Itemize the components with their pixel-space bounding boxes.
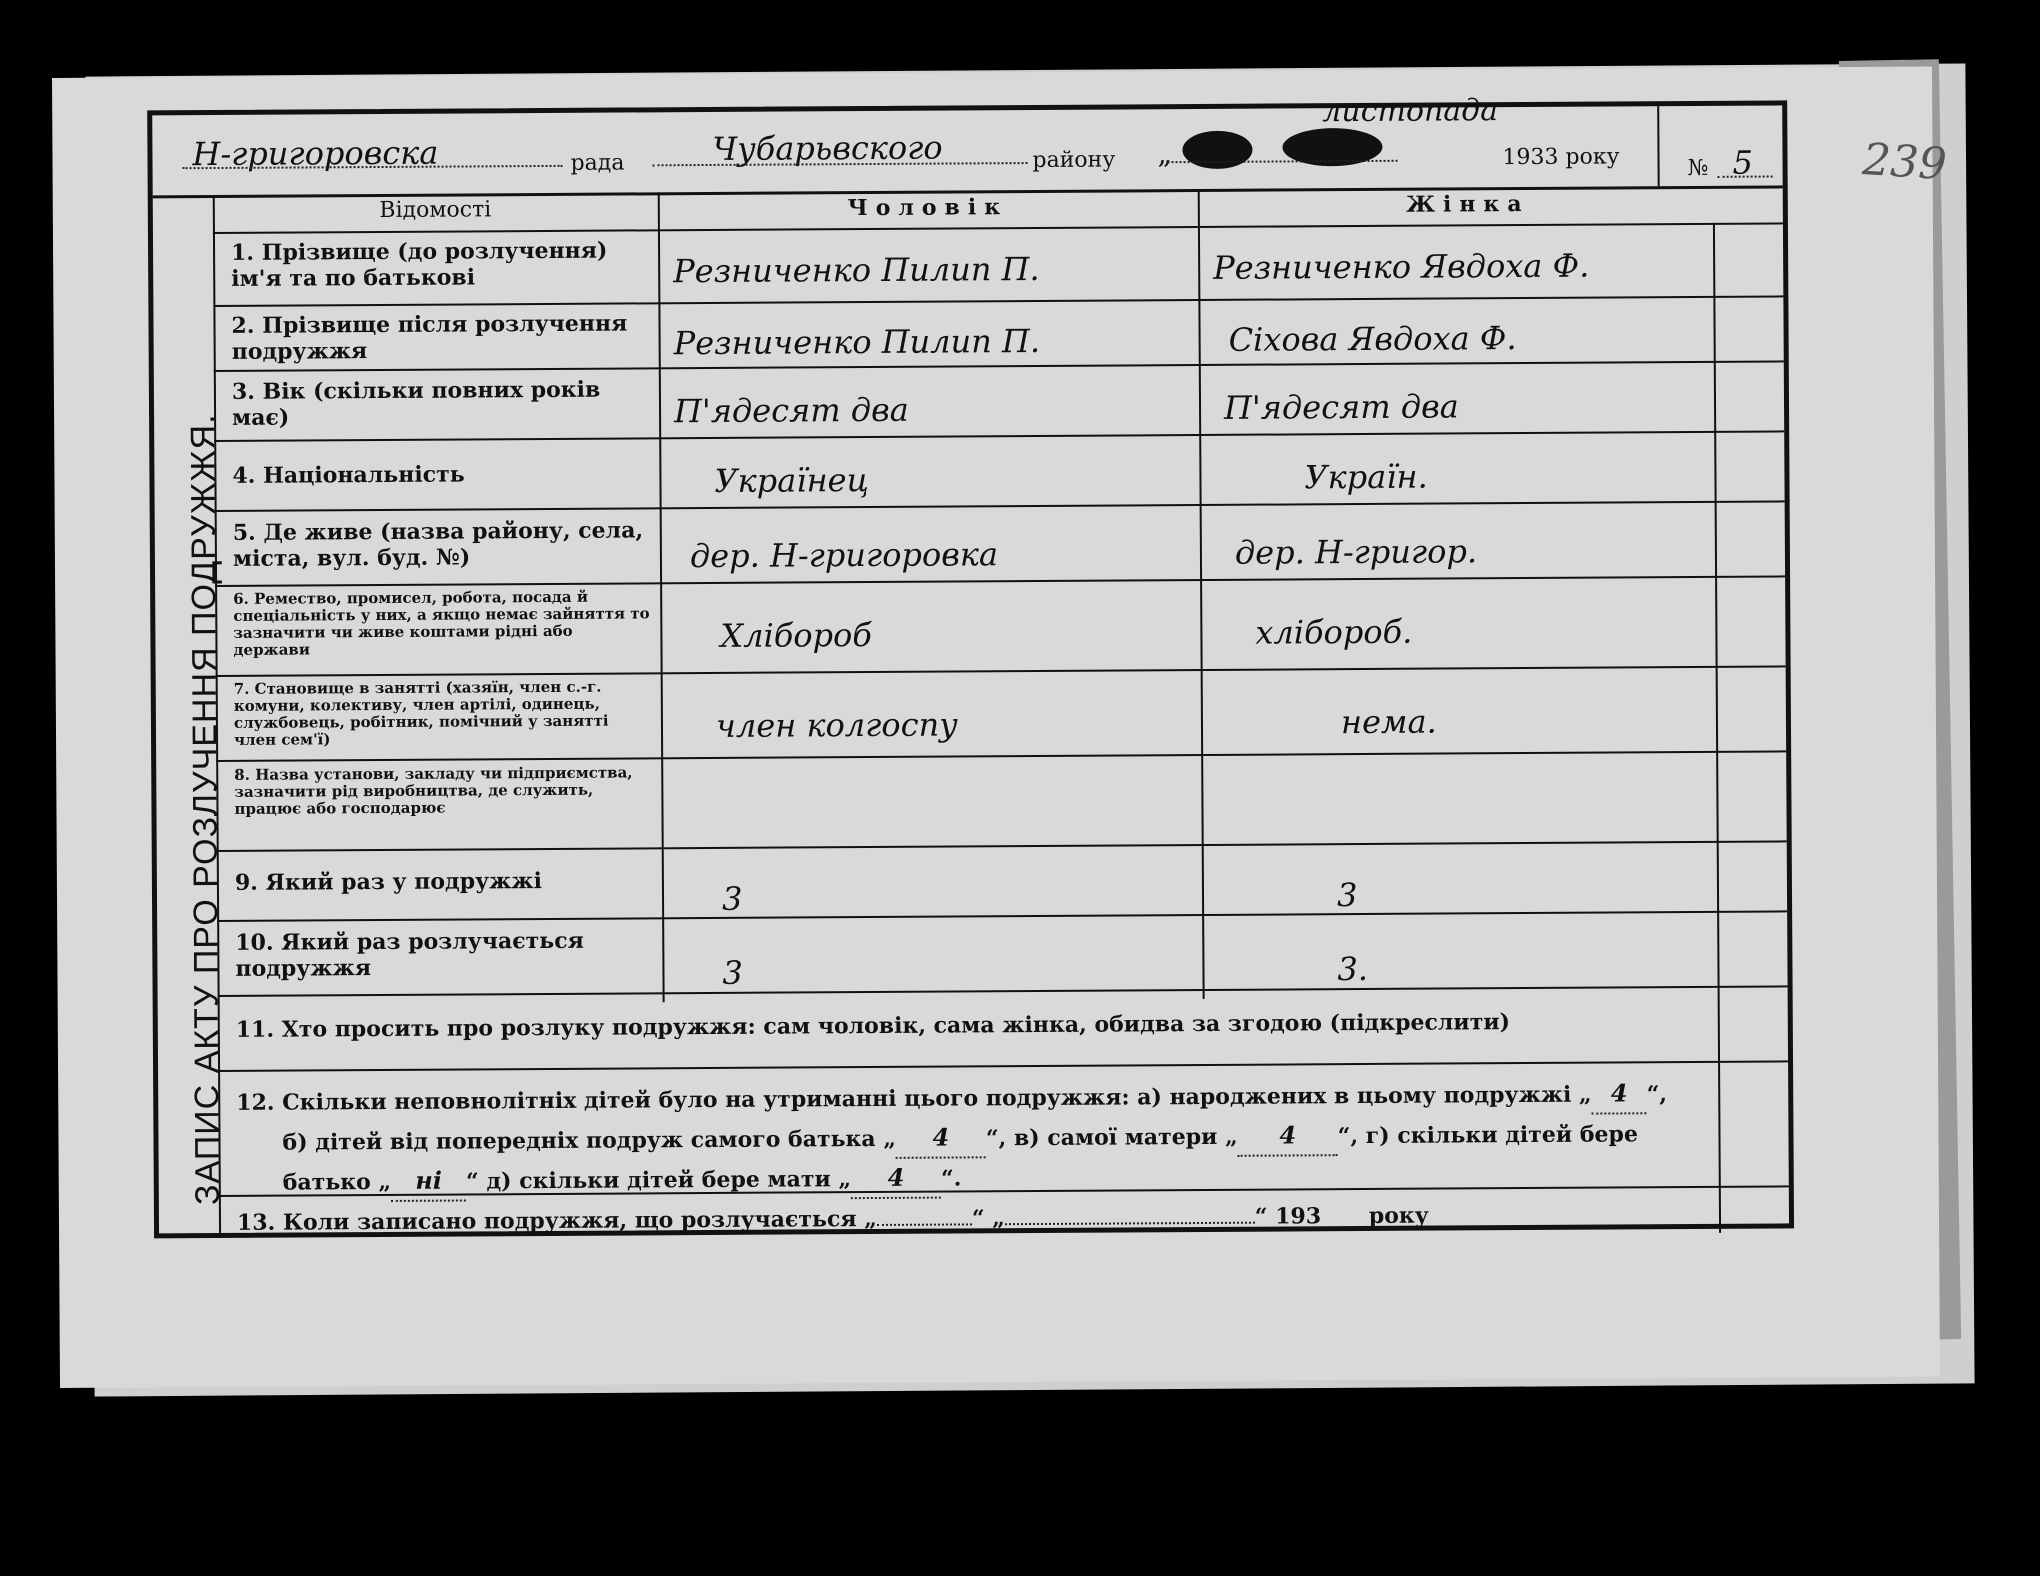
row-line-11 bbox=[218, 1060, 1788, 1072]
row-2-label bbox=[231, 310, 651, 365]
row-13-month-dots bbox=[1005, 1222, 1255, 1226]
row-3-number: 3. bbox=[231, 378, 255, 405]
form-frame bbox=[147, 93, 1794, 1238]
row-10-text: Який раз розлучається подружжя bbox=[235, 927, 584, 982]
husband-surname-after: Резниченко Пилип П. bbox=[673, 321, 1041, 363]
wife-surname-before: Резниченко Явдоха Ф. bbox=[1213, 246, 1590, 287]
row-8-text: Назва установи, закладу чи підприємства, зазначити рід виробництва, де служить, працює або господарює bbox=[234, 763, 633, 818]
row-6-label bbox=[233, 588, 653, 659]
row-12-text-c: “, в) самої матери „ bbox=[985, 1123, 1238, 1152]
row-line-8 bbox=[217, 840, 1787, 852]
side-title: ЗАПИС АКТУ ПРО РОЗЛУЧЕННЯ ПОДРУЖЖЯ. bbox=[184, 413, 227, 1206]
row-13-text: 13. Коли записано подружжя, що розлучається „ bbox=[236, 1205, 878, 1236]
wife-surname-after: Сіхова Явдоха Ф. bbox=[1228, 319, 1517, 359]
row-9-label bbox=[235, 867, 655, 896]
husband-marriage-count: 3 bbox=[721, 879, 743, 918]
row-1-number: 1. bbox=[230, 239, 255, 266]
row-line-9 bbox=[217, 910, 1787, 922]
row-12-text-d: “, г) скільки дітей бере bbox=[1337, 1121, 1638, 1150]
row-13-day-dots bbox=[877, 1223, 972, 1226]
row-8-label bbox=[234, 764, 654, 818]
row-line-4 bbox=[215, 500, 1785, 512]
row-12-line-3 bbox=[237, 1154, 1717, 1203]
row-line-3 bbox=[214, 430, 1784, 442]
row-13-end: “ 193 bbox=[1254, 1203, 1322, 1230]
row-1-text: Прізвище (до розлучення) ім'я та по батькові bbox=[231, 237, 608, 292]
row-6-text: Ремество, промисел, робота, посада й спеціальність у них, а якщо немає зайняття то зазначити чи живе коштами рідні або держави bbox=[233, 587, 650, 659]
date-dotline bbox=[1168, 160, 1398, 163]
husband-status: член колгоспу bbox=[715, 705, 958, 745]
row-2-number: 2. bbox=[231, 312, 255, 339]
row-12-e-value: 4 bbox=[851, 1159, 941, 1200]
row-5-number: 5. bbox=[232, 519, 256, 546]
wife-nationality: Україн. bbox=[1304, 457, 1428, 497]
husband-occupation: Хлібороб bbox=[720, 616, 873, 655]
col-line-2 bbox=[1198, 189, 1205, 999]
row-2-text: Прізвище після розлучення подружжя bbox=[231, 310, 628, 365]
col-header-info: Відомості bbox=[379, 197, 492, 224]
row-line-10 bbox=[218, 985, 1788, 997]
col-header-husband: Чоловік bbox=[847, 194, 1009, 222]
number-value: 5 bbox=[1732, 143, 1754, 182]
row-13-year: року bbox=[1368, 1202, 1429, 1229]
document-sheet bbox=[52, 67, 1949, 1388]
husband-divorce-count: 3 bbox=[722, 953, 743, 992]
row-7-number: 7. bbox=[233, 679, 250, 698]
row-12-text-a: 12. Скільки неповнолітніх дітей було на утриманні цього подружжя: а) народжених в цьому подружжі „ bbox=[236, 1081, 1592, 1116]
month-value: листопада bbox=[1322, 93, 1499, 130]
form-header bbox=[152, 93, 1782, 198]
row-12-text-f: “ д) скільки дітей бере мати „ bbox=[466, 1166, 852, 1195]
row-3-label bbox=[232, 376, 652, 431]
row-3-text: Вік (скільки повних років має) bbox=[232, 376, 601, 431]
husband-age: П'ядесят два bbox=[673, 390, 909, 431]
row-11-petitioner: 11. Хто просить про розлуку подружжя: сам чоловік, сама жінка, обидва за згодою (підкреслити) bbox=[235, 1009, 1511, 1043]
rayon-value: Чубарьвского bbox=[712, 128, 943, 168]
husband-surname-before: Резниченко Пилип П. bbox=[673, 249, 1040, 291]
row-line-6 bbox=[216, 665, 1786, 677]
row-4-label bbox=[232, 460, 652, 489]
row-8-number: 8. bbox=[234, 765, 250, 784]
row-5-text: Де живе (назва району, села, міста, вул. буд. №) bbox=[232, 517, 644, 572]
wife-age: П'ядесят два bbox=[1223, 387, 1459, 427]
row-9-number: 9. bbox=[234, 869, 258, 896]
husband-nationality: Українец bbox=[714, 461, 869, 500]
husband-residence: дер. Н-григоровка bbox=[689, 535, 999, 576]
wife-marriage-count: 3 bbox=[1336, 876, 1358, 915]
row-10-label bbox=[235, 927, 655, 982]
row-12-text-g: “. bbox=[941, 1165, 962, 1192]
row-7-text: Становище в занятті (хазяїн, член с.-г. комуни, колективу, член артілі, одинець, службовець, робітник, помічний у занятті член сем'ї) bbox=[233, 677, 609, 749]
date-open-quote: „ bbox=[1157, 137, 1173, 171]
number-dotline bbox=[1718, 175, 1773, 177]
col-header-wife: Жінка bbox=[1405, 190, 1530, 218]
col-line-1 bbox=[658, 192, 665, 1002]
row-12-b-value: 4 bbox=[896, 1118, 986, 1159]
number-label: № bbox=[1687, 155, 1709, 182]
row-1-label bbox=[231, 237, 651, 292]
row-10-number: 10. bbox=[235, 929, 274, 956]
row-13-mid: “ „ bbox=[971, 1205, 1005, 1232]
row-7-label bbox=[234, 678, 654, 749]
archive-page-number: 239 bbox=[1861, 134, 1949, 191]
header-divider bbox=[1657, 106, 1659, 186]
rada-value: Н-григоровска bbox=[192, 133, 439, 174]
rada-label: рада bbox=[570, 150, 625, 176]
row-line-5 bbox=[215, 575, 1785, 587]
row-12-d-value: ні bbox=[391, 1161, 466, 1201]
wife-occupation: хлібороб. bbox=[1255, 612, 1413, 652]
row-12-children bbox=[236, 1074, 1717, 1203]
row-13-registered bbox=[237, 1201, 1717, 1236]
row-12-c-value: 4 bbox=[1238, 1116, 1338, 1157]
row-6-number: 6. bbox=[233, 589, 249, 608]
row-line-7 bbox=[216, 750, 1786, 762]
wife-status: нема. bbox=[1340, 702, 1437, 742]
ink-blot-1 bbox=[1182, 131, 1252, 169]
row-12-a-close-quote: “, bbox=[1646, 1081, 1668, 1108]
rayon-label: району bbox=[1032, 147, 1116, 174]
row-line-1 bbox=[213, 295, 1783, 307]
row-4-number: 4. bbox=[232, 462, 256, 489]
row-4-text: Національність bbox=[262, 461, 465, 489]
row-9-text: Який раз у подружжі bbox=[265, 868, 542, 896]
row-12-text-b: б) дітей від попередніх подруж самого батька „ bbox=[282, 1125, 897, 1156]
row-12-text-e: батько „ bbox=[282, 1168, 392, 1196]
row-12-a-value: 4 bbox=[1592, 1074, 1647, 1114]
year-label: 1933 року bbox=[1502, 144, 1620, 171]
row-5-label bbox=[233, 517, 653, 572]
header-row-line bbox=[213, 222, 1783, 234]
wife-divorce-count: 3. bbox=[1337, 949, 1369, 989]
wife-residence: дер. Н-григор. bbox=[1234, 532, 1478, 572]
sidebar bbox=[153, 195, 227, 1233]
